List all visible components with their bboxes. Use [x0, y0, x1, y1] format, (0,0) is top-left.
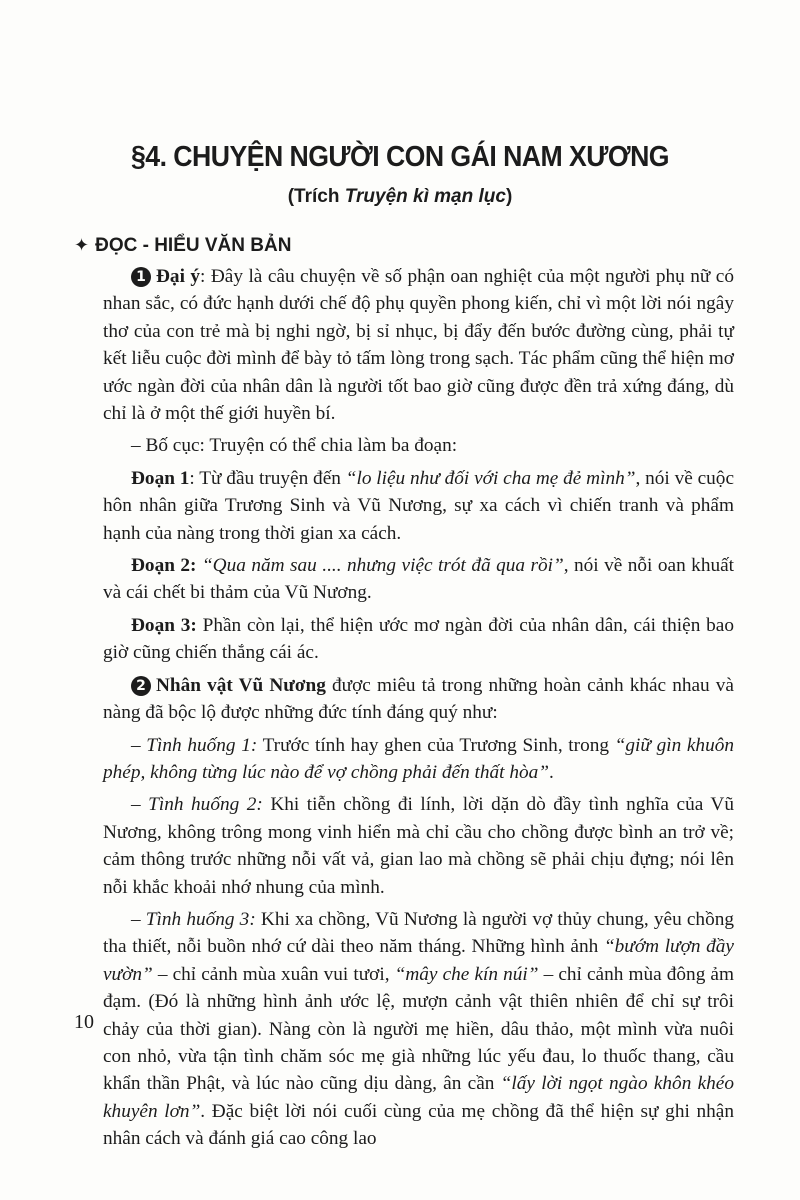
paragraph-doan-1: [103, 465, 734, 547]
tinh-huong-3-quote-2: “mây che kín núi”: [394, 963, 539, 985]
doan-2-text-b: , nói về nỗi oan khuất và cái chết bi thảm của Vũ Nương.: [103, 555, 735, 604]
doan-1-quote: “lo liệu như đối với cha mẹ đẻ mình”: [345, 467, 636, 489]
subtitle-source: Truyện kì mạn lục: [344, 186, 506, 207]
paragraph-tinh-huong-1: [103, 732, 734, 787]
paragraph-nhan-vat: [103, 672, 734, 727]
doan-1-label: Đoạn 1: [131, 467, 190, 489]
paragraph-bo-cuc: – Bố cục: Truyện có thể chia làm ba đoạn:: [131, 435, 458, 457]
tinh-huong-1-label: – Tình huống 1:: [131, 734, 258, 756]
tinh-huong-3-text-c: – chỉ cảnh mùa đông ảm đạm. (Đó là những hình ảnh ước lệ, mượn cảnh vật thiên nhiên để chỉ sự trôi chảy của thời gian). Nàng còn là người mẹ hiền, dâu thảo, một mình vừa nuôi con nhỏ, vừa tận tình chăm sóc mẹ già những lúc yếu đau, lo thuốc thang, cầu khẩn thần Phật, và lúc nào cũng dịu dàng, ân cần: [103, 963, 734, 1095]
paragraph-tinh-huong-3: [103, 906, 734, 1153]
doan-1-text-a: : Từ đầu truyện đến: [189, 467, 346, 489]
subtitle-open: (Trích: [287, 186, 345, 207]
doan-3-text: Phần còn lại, thể hiện ước mơ ngàn đời của nhân dân, cái thiện bao giờ cũng chiến thắng cái ác.: [103, 614, 735, 664]
paragraph-doan-2: [103, 552, 734, 607]
tinh-huong-3-text-d: . Đặc biệt lời nói cuối cùng của mẹ chồng đã thể hiện sự ghi nhận nhân cách và đánh giá cao công lao: [103, 1100, 734, 1150]
tinh-huong-1-quote: “giữ gìn khuôn phép, không từng lúc nào để vợ chồng phải đến thất hòa”: [103, 734, 734, 783]
paragraph-tinh-huong-2: [103, 791, 734, 901]
doan-2-quote: “Qua năm sau .... nhưng việc trót đã qua rồi”: [201, 555, 564, 577]
chapter-subtitle: [0, 186, 800, 208]
circled-number-1: 1: [131, 267, 151, 287]
section-heading-text: ĐỌC - HIỂU VĂN BẢN: [95, 235, 292, 256]
tinh-huong-1-text-a: Trước tính hay ghen của Trương Sinh, trong: [257, 734, 615, 756]
nhan-vat-label: Nhân vật Vũ Nương: [156, 674, 326, 696]
nhan-vat-text: được miêu tả trong những hoàn cảnh khác nhau và nàng đã bộc lộ được những đức tính đáng quý như:: [103, 674, 734, 724]
star-icon: ✦: [74, 235, 90, 255]
paragraph-dai-y: [103, 263, 734, 427]
section-heading: [74, 235, 291, 257]
doan-2-label: Đoạn 2:: [131, 555, 197, 577]
tinh-huong-3-text-b: – chỉ cảnh mùa xuân vui tươi,: [152, 963, 395, 985]
tinh-huong-3-quote-1: “bướm lượn đầy vườn”: [103, 936, 734, 985]
body-text: [103, 263, 734, 1158]
dai-y-text: : Đây là câu chuyện về số phận oan nghiệt của một người phụ nữ có nhan sắc, có đức hạnh dưới chế độ phụ quyền phong kiến, chỉ vì một lời nói ngây thơ của con trẻ mà bị nghi ngờ, bị sỉ nhục, bị đẩy đến bước đường cùng, phải tự kết liễu cuộc đời mình để bày tỏ tấm lòng trong sạch. Tác phẩm cũng thể hiện mơ ước ngàn đời của nhân dân là người tốt bao giờ cũng được đền trả xứng đáng, dù chỉ là ở một thế giới huyền bí.: [103, 266, 734, 425]
dai-y-label: Đại ý: [156, 266, 201, 287]
chapter-title: §4. CHUYỆN NGƯỜI CON GÁI NAM XƯƠNG: [131, 141, 669, 173]
subtitle-close: ): [505, 186, 513, 207]
tinh-huong-3-text-a: Khi xa chồng, Vũ Nương là người vợ thủy chung, yêu chồng tha thiết, nỗi buồn nhớ cứ dài theo năm tháng. Những hình ảnh: [103, 908, 734, 958]
doan-1-text-b: , nói về cuộc hôn nhân giữa Trương Sinh và Vũ Nương, sự xa cách vì chiến tranh và phẩm hạnh của nàng trong thời gian xa cách.: [103, 467, 734, 544]
page-number: 10: [74, 1011, 94, 1033]
tinh-huong-1-text-b: .: [549, 761, 554, 783]
tinh-huong-2-label: – Tình huống 2:: [131, 794, 263, 816]
tinh-huong-2-text: Khi tiễn chồng đi lính, lời dặn dò đầy tình nghĩa của Vũ Nương, không trông mong vinh hiển mà chỉ cầu cho chồng được bình an trở về; cảm thông trước những nỗi vất vả, gian lao mà chồng sẽ phải chịu đựng; nói lên nỗi khắc khoải nhớ nhung của mình.: [103, 794, 734, 898]
doan-3-label: Đoạn 3:: [131, 614, 197, 636]
paragraph-doan-3: [103, 612, 734, 667]
circled-number-2: 2: [131, 676, 151, 696]
tinh-huong-3-label: – Tình huống 3:: [131, 908, 256, 930]
tinh-huong-3-quote-3: “lấy lời ngọt ngào khôn khéo khuyên lơn”: [103, 1073, 735, 1122]
